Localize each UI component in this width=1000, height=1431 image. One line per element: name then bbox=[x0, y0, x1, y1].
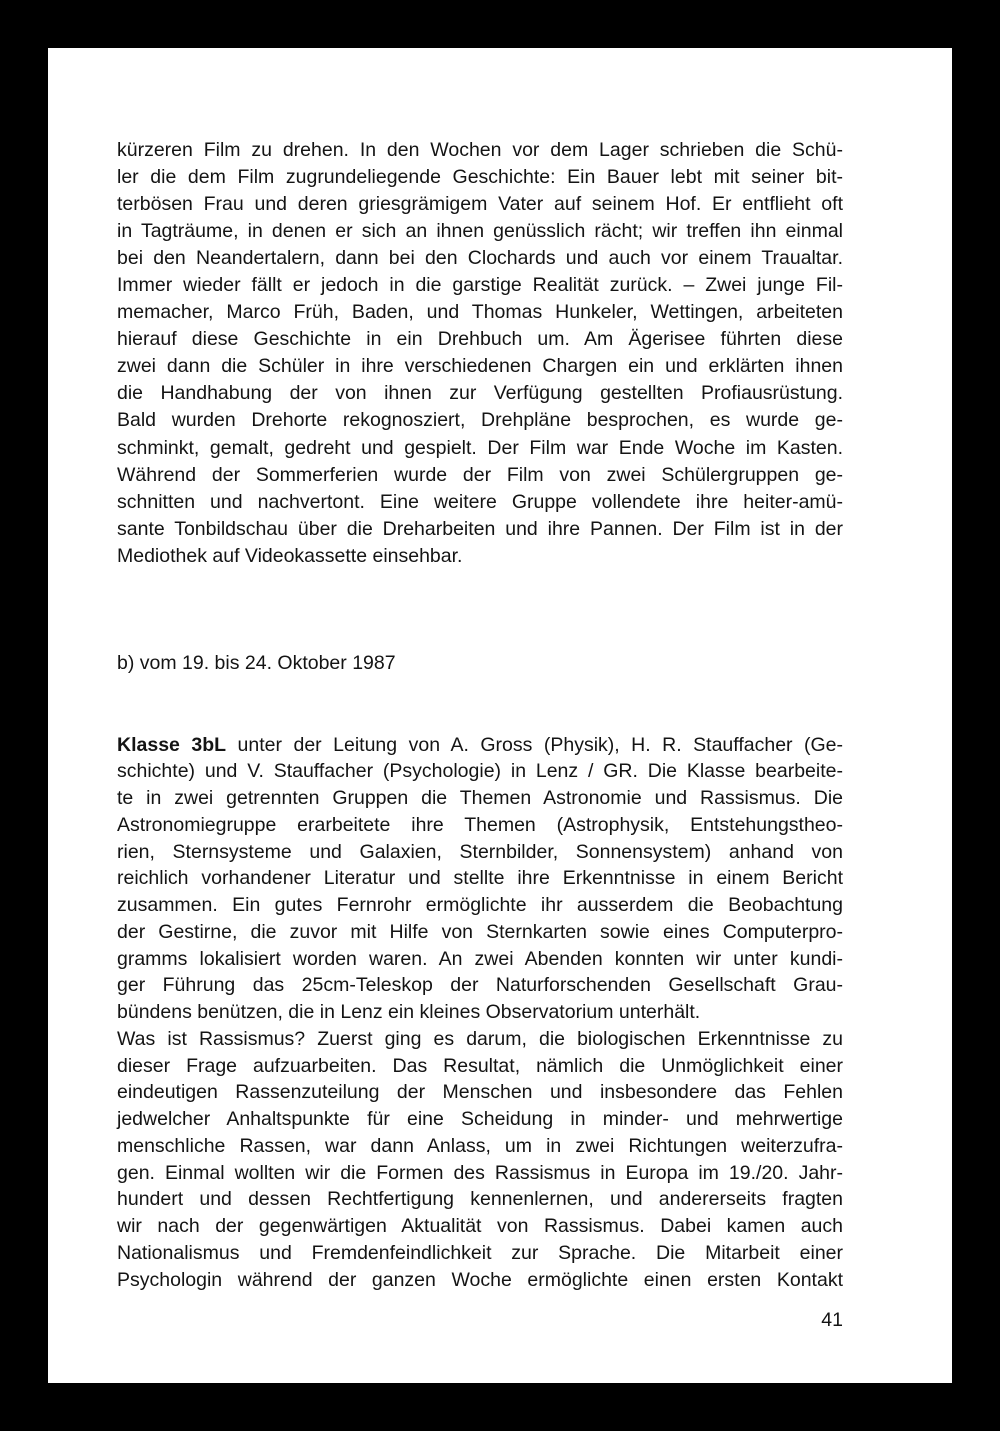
text-line: Was ist Rassismus? Zuerst ging es darum, die biologischen Erkenntnisse zu bbox=[117, 1027, 843, 1050]
text-line: reichlich vorhandener Literatur und stellte ihre Erkenntnisse in einem Bericht bbox=[117, 867, 843, 890]
text-line: bündens benützen, die in Lenz ein kleines Observatorium unterhält. bbox=[117, 1001, 701, 1024]
text-line: schnitten und nachvertont. Eine weitere Gruppe vollendete ihre heiter-amü- bbox=[117, 490, 843, 513]
text-line bbox=[117, 732, 843, 759]
text-line: Astronomiegruppe erarbeitete ihre Themen (Astrophysik, Entstehungstheo- bbox=[117, 813, 843, 836]
film-report-text bbox=[117, 137, 843, 571]
class-name-lead: Klasse 3bL bbox=[117, 733, 227, 756]
text-line: memacher, Marco Früh, Baden, und Thomas Hunkeler, Wettingen, arbeiteten bbox=[117, 301, 843, 324]
page-number: 41 bbox=[821, 1308, 843, 1331]
date-heading: b) vom 19. bis 24. Oktober 1987 bbox=[117, 651, 396, 674]
text-line: ler die dem Film zugrundeliegende Geschichte: Ein Bauer lebt mit seiner bit- bbox=[117, 165, 843, 188]
text-line: dieser Frage aufzuarbeiten. Das Resultat, nämlich die Unmöglichkeit einer bbox=[117, 1054, 843, 1077]
text-line: zwei dann die Schüler in ihre verschiedenen Chargen ein und erklärten ihnen bbox=[117, 355, 843, 378]
text-line: gen. Einmal wollten wir die Formen des Rassismus in Europa im 19./20. Jahr- bbox=[117, 1161, 843, 1184]
text-line: Immer wieder fällt er jedoch in die garstige Realität zurück. – Zwei junge Fil- bbox=[117, 273, 843, 296]
class-report-text bbox=[117, 732, 843, 1294]
text-line: die Handhabung der von ihnen zur Verfügung gestellten Profiausrüstung. bbox=[117, 382, 843, 405]
text-line: wir nach der gegenwärtigen Aktualität von Rassismus. Dabei kamen auch bbox=[117, 1215, 843, 1238]
text-line: Psychologin während der ganzen Woche ermöglichte einen ersten Kontakt bbox=[117, 1268, 843, 1291]
text-line: Mediothek auf Videokassette einsehbar. bbox=[117, 544, 463, 567]
text-line-rest: unter der Leitung von A. Gross (Physik), H. R. Stauffacher (Ge- bbox=[237, 733, 844, 756]
text-line: ger Führung das 25cm-Teleskop der Naturforschenden Gesellschaft Grau- bbox=[117, 974, 843, 997]
text-line: schminkt, gemalt, gedreht und gespielt. Der Film war Ende Woche im Kasten. bbox=[117, 436, 843, 459]
text-line: hierauf diese Geschichte in ein Drehbuch um. Am Ägerisee führten diese bbox=[117, 328, 843, 351]
text-line: sante Tonbildschau über die Dreharbeiten und ihre Pannen. Der Film ist in der bbox=[117, 517, 843, 540]
text-line: terbösen Frau und deren griesgrämigem Vater auf seinem Hof. Er entflieht oft bbox=[117, 192, 843, 215]
text-line: rien, Sternsysteme und Galaxien, Sternbilder, Sonnensystem) anhand von bbox=[117, 840, 843, 863]
text-line: Bald wurden Drehorte rekognosziert, Drehpläne besprochen, es wurde ge- bbox=[117, 409, 843, 432]
text-line: hundert und dessen Rechtfertigung kennenlernen, und andererseits fragten bbox=[117, 1188, 843, 1211]
text-line: menschliche Rassen, war dann Anlass, um in zwei Richtungen weiterzufra- bbox=[117, 1134, 843, 1157]
paragraph bbox=[117, 732, 843, 1026]
text-line: in Tagträume, in denen er sich an ihnen genüsslich rächt; wir treffen ihn einmal bbox=[117, 219, 843, 242]
text-line: zusammen. Ein gutes Fernrohr ermöglichte ihr ausserdem die Beobachtung bbox=[117, 894, 843, 917]
text-line: eindeutigen Rassenzuteilung der Menschen und insbesondere das Fehlen bbox=[117, 1081, 843, 1104]
text-line: Während der Sommerferien wurde der Film von zwei Schülergruppen ge- bbox=[117, 463, 843, 486]
text-line: kürzeren Film zu drehen. In den Wochen vor dem Lager schrieben die Schü- bbox=[117, 138, 843, 161]
text-line: jedwelcher Anhaltspunkte für eine Scheidung in minder- und mehrwertige bbox=[117, 1108, 843, 1131]
text-line: te in zwei getrennten Gruppen die Themen Astronomie und Rassismus. Die bbox=[117, 787, 843, 810]
paragraph bbox=[117, 1026, 843, 1294]
text-line: gramms lokalisiert worden waren. An zwei Abenden konnten wir unter kundi- bbox=[117, 947, 843, 970]
text-line: Nationalismus und Fremdenfeindlichkeit zur Sprache. Die Mitarbeit einer bbox=[117, 1241, 843, 1264]
text-line: schichte) und V. Stauffacher (Psychologie) in Lenz / GR. Die Klasse bearbeite- bbox=[117, 760, 843, 783]
text-line: der Gestirne, die zuvor mit Hilfe von Sternkarten sowie eines Computerpro- bbox=[117, 920, 843, 943]
page-sheet bbox=[48, 48, 952, 1383]
paragraph bbox=[117, 137, 843, 571]
text-line: bei den Neandertalern, dann bei den Clochards und auch vor einem Traualtar. bbox=[117, 246, 843, 269]
